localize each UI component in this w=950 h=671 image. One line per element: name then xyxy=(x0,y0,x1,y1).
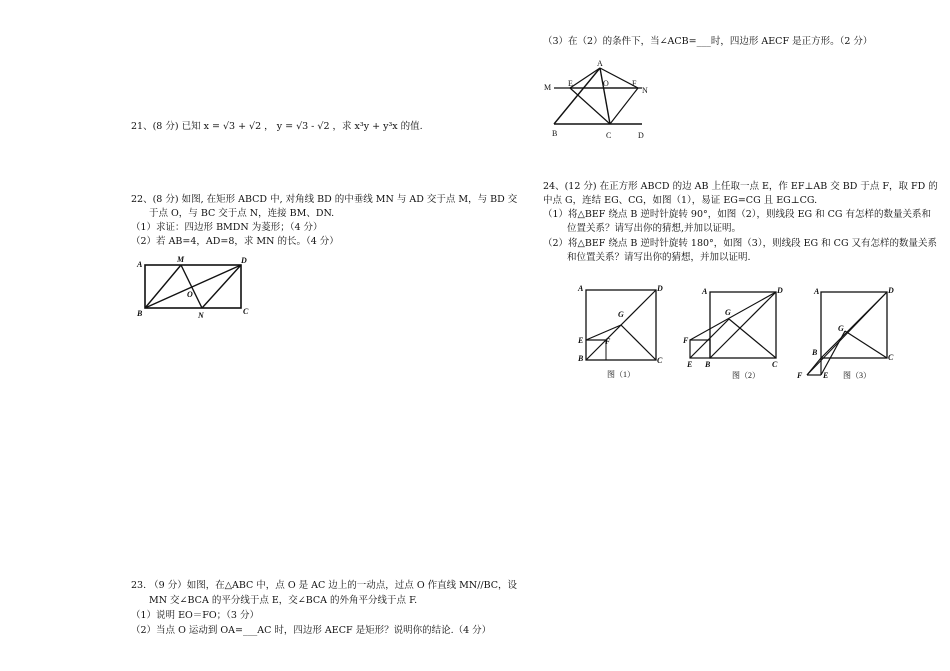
label-C: C xyxy=(657,356,663,365)
q24-part1a: （1）将△BEF 绕点 B 逆时针旋转 90°，如图（2），则线段 EG 和 CG 有怎样的数量关系和 xyxy=(543,209,932,220)
q23-part2: （2）当点 O 运动到 OA=___AC 时，四边形 AECF 是矩形？说明你的结论.（4 分） xyxy=(131,625,492,636)
q24-figure-1 xyxy=(575,283,665,378)
label-C: C xyxy=(606,131,612,140)
label-B: B xyxy=(705,360,711,369)
q24-line2: 中点 G，连结 EG、CG，如图（1），易证 EG=CG 且 EG⊥CG. xyxy=(543,195,818,206)
figure-caption-3: 图（3） xyxy=(843,371,871,380)
label-B: B xyxy=(552,129,558,138)
label-E: E xyxy=(568,79,573,88)
label-N: N xyxy=(198,311,204,320)
label-G: G xyxy=(618,310,624,319)
label-C: C xyxy=(888,353,894,362)
label-F: F xyxy=(605,337,611,346)
q22-part2: （2）若 AB=4，AD=8，求 MN 的长。（4 分） xyxy=(131,236,339,247)
q22-line2: 于点 O，与 BC 交于点 N，连接 BM、DN. xyxy=(149,208,335,219)
label-F: F xyxy=(683,336,689,345)
q24-figure-2 xyxy=(680,283,785,378)
label-C: C xyxy=(772,360,778,369)
label-A: A xyxy=(578,284,584,293)
label-D: D xyxy=(777,286,783,295)
q22-figure xyxy=(135,255,255,320)
figure-caption-2: 图（2） xyxy=(732,371,760,380)
label-N: N xyxy=(642,86,648,95)
label-E: E xyxy=(687,360,693,369)
q24-part1b: 位置关系？请写出你的猜想,并加以证明。 xyxy=(567,223,742,234)
q23-figure xyxy=(540,58,670,143)
label-D: D xyxy=(638,131,644,140)
label-A: A xyxy=(814,287,820,296)
q22-line1: 22、(8 分) 如图, 在矩形 ABCD 中, 对角线 BD 的中垂线 MN 与 AD 交于点 M，与 BD 交 xyxy=(131,194,518,205)
label-B: B xyxy=(137,309,143,318)
label-D: D xyxy=(657,284,663,293)
label-A: A xyxy=(597,59,603,68)
q23-line2: MN 交∠BCA 的平分线于点 E，交∠BCA 的外角平分线于点 F. xyxy=(149,595,418,606)
label-F: F xyxy=(797,371,803,380)
q24-line1: 24、(12 分) 在正方形 ABCD 的边 AB 上任取一点 E，作 EF⊥AB 交 BD 于点 F，取 FD 的 xyxy=(543,181,938,192)
label-C: C xyxy=(243,307,249,316)
label-G: G xyxy=(725,308,731,317)
label-M: M xyxy=(544,83,552,92)
label-B: B xyxy=(812,348,818,357)
q21-text: 21、(8 分) 已知 x = √3 + √2 ， y = √3 - √2 ，求 x³y + y³x 的值. xyxy=(131,121,423,132)
q24-part2a: （2）将△BEF 绕点 B 逆时针旋转 180°，如图（3），则线段 EG 和 CG 又有怎样的数量关系 xyxy=(543,238,938,249)
label-E: E xyxy=(823,371,829,380)
label-B: B xyxy=(578,354,584,363)
label-O: O xyxy=(187,290,193,299)
q23-part1: （1）说明 EO＝FO；（3 分） xyxy=(131,610,259,621)
label-D: D xyxy=(241,256,247,265)
q22-part1: （1）求证：四边形 BMDN 为菱形；（4 分） xyxy=(131,222,323,233)
q23-line1: 23. （9 分）如图，在△ABC 中，点 O 是 AC 边上的一动点，过点 O 作直线 MN//BC，设 xyxy=(131,580,518,591)
label-E: E xyxy=(578,336,584,345)
label-F: F xyxy=(632,79,637,88)
label-D: D xyxy=(888,286,894,295)
figure-caption-1: 图（1） xyxy=(607,370,635,379)
q23-part3: （3）在（2）的条件下，当∠ACB=___时，四边形 AECF 是正方形。（2 分） xyxy=(543,36,873,47)
q24-figure-3 xyxy=(795,283,905,383)
label-G: G xyxy=(838,324,844,333)
label-A: A xyxy=(702,287,708,296)
q24-part2b: 和位置关系？请写出你的猜想，并加以证明. xyxy=(567,252,751,263)
label-M: M xyxy=(177,255,185,264)
label-O: O xyxy=(603,79,609,88)
label-A: A xyxy=(137,260,143,269)
